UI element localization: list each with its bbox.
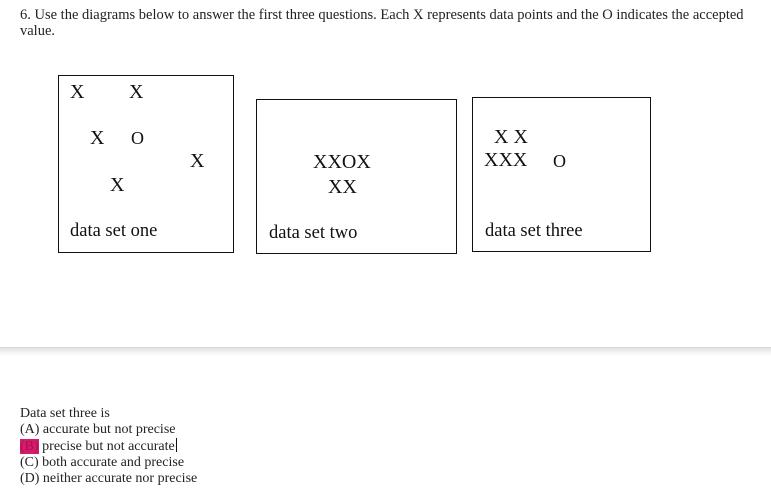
section-divider <box>0 347 771 356</box>
data-point-x: X <box>190 150 205 172</box>
answer-area[interactable] <box>20 406 197 487</box>
diagram-data-set-one <box>58 75 234 253</box>
data-points-row: XXX <box>484 149 528 171</box>
option-a[interactable]: (A) accurate but not precise <box>20 422 176 437</box>
data-points-row: X X <box>494 126 528 148</box>
data-set-three-label: data set three <box>485 221 583 241</box>
option-c[interactable]: (C) both accurate and precise <box>20 455 185 470</box>
data-points-row: XX <box>328 176 357 198</box>
data-set-two-label: data set two <box>269 223 358 243</box>
data-point-x: X <box>70 81 85 103</box>
text-caret <box>176 438 177 452</box>
data-point-x: X <box>129 81 144 103</box>
diagram-data-set-two <box>256 99 457 254</box>
answer-prompt: Data set three is <box>20 406 110 421</box>
accepted-value-o: O <box>553 151 566 171</box>
option-b-letter-highlight: (B) <box>20 439 39 454</box>
data-point-x: X <box>90 127 105 149</box>
option-d[interactable]: (D) neither accurate nor precise <box>20 471 198 486</box>
option-b[interactable] <box>20 438 197 455</box>
accepted-value-o: O <box>131 128 144 148</box>
data-points-row: XXOX <box>313 151 371 173</box>
data-point-x: X <box>110 174 125 196</box>
data-set-one-label: data set one <box>70 221 158 241</box>
option-b-text: precise but not accurate <box>38 439 175 454</box>
question-text: 6. Use the diagrams below to answer the first three questions. Each X represents data points and the O indicates the accepted value. <box>20 7 744 39</box>
diagram-data-set-three <box>472 97 651 252</box>
